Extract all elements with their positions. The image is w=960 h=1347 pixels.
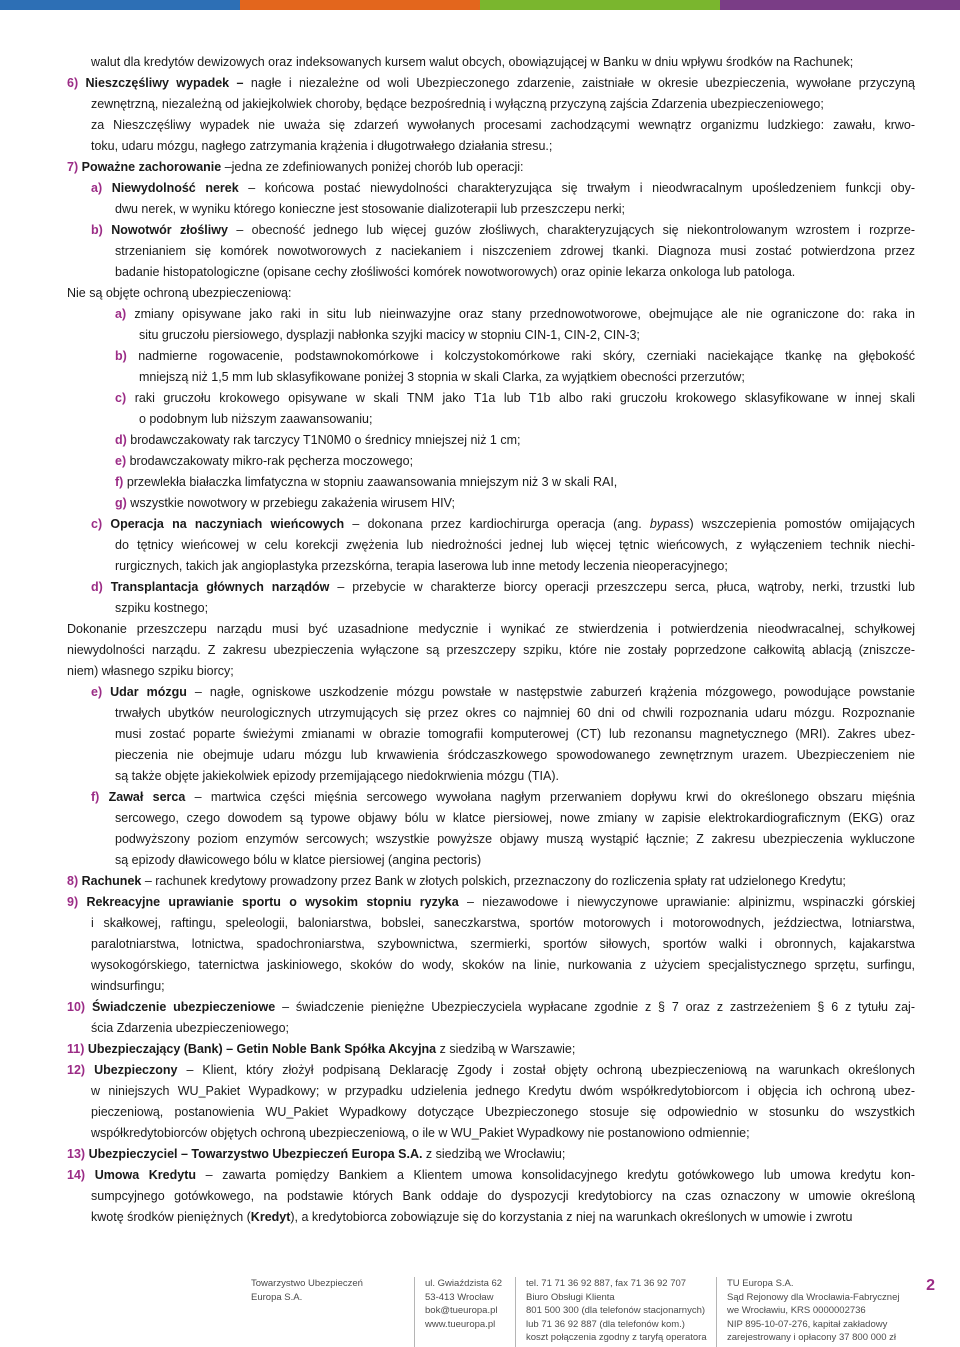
footer-line: Europa S.A.: [251, 1291, 303, 1303]
text: raki gruczołu krokowego opisywane w skali TNM jako T1a lub T1b albo raki gruczołu krokowego sklasyfikowane w innej skali: [134, 391, 915, 405]
text-line: [67, 1123, 915, 1144]
exclusion-item: [67, 451, 915, 472]
footer-separator: [515, 1277, 516, 1347]
footer-company: [251, 1277, 363, 1304]
text: ) wszczepienia pomostów omijających: [689, 517, 915, 531]
text: mniejszą niż 1,5 mm lub sklasyfikowane poniżej 3 stopnia w skali Clarka, za wyjątkiem obecności przerzutów;: [139, 370, 745, 384]
text-line: [67, 661, 915, 682]
text: przewlekła białaczka limfatyczna w stopniu zaawansowania mniejszym niż 3 w skali RAI,: [126, 475, 618, 489]
footer-line: Biuro Obsługi Klienta: [526, 1291, 615, 1303]
text: nagłe i niezależne od woli Ubezpieczonego zdarzenie, zaistniałe w okresie ubezpieczenia, wywołane przyczyną: [243, 76, 915, 90]
top-color-bar: [0, 0, 960, 10]
definition-item: [67, 997, 915, 1018]
text: rurgicznych, takich jak angioplastyka przezskórna, terapia laserowa lub inne metody leczenia nieoperacyjnego;: [115, 559, 728, 573]
text-line: [67, 241, 915, 262]
text: brodawczakowaty mikro-rak pęcherza moczowego;: [129, 454, 414, 468]
color-bar-blue: [0, 0, 240, 10]
text-line: [67, 283, 915, 304]
text: niem) własnego szpiku biorcy;: [67, 664, 234, 678]
text: strzenianiem się komórek nowotworowych z naciekaniem i niszczeniem zdrowej tkanki. Diagnoza musi zostać potwierdzona przez: [115, 244, 915, 258]
text: Dokonanie przeszczepu narządu musi być uzasadnione medycznie i wynikać ze stwierdzenia i potwierdzenia nieodwracalnej, schyłkowej: [67, 622, 915, 636]
text: są także objęte jakiekolwiek epizody przemijającego niedokrwienia mózgu (TIA).: [115, 769, 559, 783]
exclusion-item: [67, 472, 915, 493]
item-number: 13): [67, 1147, 86, 1161]
text: dwu nerek, w wyniku którego konieczne jest stosowanie dializoterapii lub przeszczepu nerki;: [115, 202, 625, 216]
text: nadmierne rogowacenie, podstawnokomórkowe i kolczystokomórkowe raki skóry, czerniaki naciekające tkankę na głębokość: [138, 349, 915, 363]
term: Niewydolność nerek: [111, 181, 239, 195]
text: ), a kredytobiorca zobowiązuje się do korzystania z niej na warunkach określonych w umowie i zwrotu: [290, 1210, 853, 1224]
text: – zawarta pomiędzy Bankiem a Klientem umowa konsolidacyjnego kredytu gotówkowego lub umowa kredytu kon-: [196, 1168, 916, 1182]
footer-line: Sąd Rejonowy dla Wrocławia-Fabrycznej: [727, 1291, 900, 1303]
item-letter: e): [115, 454, 127, 468]
footer-line: 801 500 300 (dla telefonów stacjonarnych): [526, 1305, 706, 1316]
text-line: [67, 934, 915, 955]
text: – dokonana przez kardiochirurga operacja (ang.: [344, 517, 650, 531]
item-number: 6): [67, 76, 79, 90]
footer-line: ul. Gwiaździsta 62: [425, 1278, 503, 1289]
term: Ubezpieczony: [94, 1063, 178, 1077]
term: Kredyt: [250, 1210, 291, 1224]
text: zewnętrzną, niezależną od jakiejkolwiek choroby, będące bezpośrednią i wyłączną przyczyną zajścia Zdarzenia ubezpieczeniowego;: [91, 97, 824, 111]
text: podwyższony poziom enzymów sercowych; wszystkie powyższe objawy muszą wystąpić łącznie; Z zakresu ubezpieczenia wykluczone: [115, 832, 915, 846]
text: paralotniarstwa, lotnictwa, spadochroniarstwa, szybownictwa, szermierki, sportów siłowych, sportów walki i obronnych, kajakarstwa: [91, 937, 915, 951]
text-line: [67, 619, 915, 640]
text: badanie histopatologiczne (opisane cechy złośliwości komórek nowotworowych) oraz opinie lekarza onkologa lub patologa.: [115, 265, 796, 279]
item-letter: b): [115, 349, 127, 363]
text: ścia Zdarzenia ubezpieczeniowego;: [91, 1021, 290, 1035]
text-line: [67, 94, 915, 115]
text: brodawczakowaty rak tarczycy T1N0M0 o średnicy mniejszej niż 1 cm;: [130, 433, 521, 447]
footer-website: www.tueuropa.pl: [425, 1318, 496, 1330]
term: Ubezpieczyciel – Towarzystwo Ubezpieczeń Europa S.A.: [88, 1147, 423, 1161]
exclusion-item: [67, 388, 915, 409]
item-letter: a): [115, 307, 127, 321]
text: – nagłe, ogniskowe uszkodzenie mózgu powstałe w następstwie zaburzeń krążenia mózgowego, powodujące powstanie: [186, 685, 915, 699]
text-line: [67, 640, 915, 661]
color-bar-orange: [240, 0, 480, 10]
exclusion-item: [67, 346, 915, 367]
text-line: [67, 703, 915, 724]
text: Nie są objęte ochroną ubezpieczeniową:: [67, 286, 292, 300]
document-body: [67, 52, 915, 1228]
text: –jedna ze zdefiniowanych poniżej chorób lub operacji:: [221, 160, 524, 174]
sub-item: [67, 682, 915, 703]
text-line: [67, 598, 915, 619]
text: windsurfingu;: [91, 979, 165, 993]
text: niewydolności narządu. Z zakresu ubezpieczenia wyłączone są przeszczepy szpiku, które nie zostały poprzedzone całkowitą ablacją (zniszcze-: [67, 643, 915, 657]
text: wszystkie nowotwory w przebiegu zakażenia wirusem HIV;: [130, 496, 455, 510]
term: Świadczenie ubezpieczeniowe: [91, 1000, 276, 1014]
exclusion-item: [67, 304, 915, 325]
text: musi zostać poparte świeżymi zmianami w obrazie tomografii komputerowej (CT) lub rezonansu magnetycznego (MRI). Zakres ubez-: [115, 727, 915, 741]
text-line: [67, 829, 915, 850]
definition-item: [67, 1039, 915, 1060]
footer-email: bok@tueuropa.pl: [425, 1305, 498, 1316]
item-letter: c): [91, 517, 103, 531]
item-number: 10): [67, 1000, 86, 1014]
text: o podobnym lub niższym zaawansowaniu;: [139, 412, 373, 426]
definition-item: [67, 892, 915, 913]
text: zmiany opisywane jako raki in situ lub nieinwazyjne oraz stany przednowotworowe, obejmujące ale nie ograniczone do: raka in: [134, 307, 915, 321]
definition-item: [67, 73, 915, 94]
definition-item: [67, 871, 915, 892]
color-bar-purple: [720, 0, 960, 10]
text: – obecność jednego lub więcej guzów złośliwych, charakteryzujących się niekontrolowanym wzrostem i rozprze-: [227, 223, 915, 237]
sub-item: [67, 220, 915, 241]
text-line: [67, 556, 915, 577]
footer-line: 53-413 Wrocław: [425, 1291, 494, 1303]
text: – Klient, który złożył podpisaną Deklarację Zgody i został objęty ochroną ubezpieczeniową na warunkach określonych: [177, 1063, 915, 1077]
text: są epizody dławicowego bólu w klatce piersiowej (angina pectoris): [115, 853, 482, 867]
text: sercowego, czego dowodem są typowe objawy bólu w klatce piersiowej, nowe zmiany w zapisie elektrokardiograficznym (EKG) oraz: [115, 811, 915, 825]
text: toku, udaru mózgu, nagłego zatrzymania krążenia i długotrwałego działania stresu.;: [91, 139, 553, 153]
footer-line: zarejestrowany i opłacony 37 800 000 zł: [727, 1332, 896, 1343]
definition-item: [67, 1060, 915, 1081]
text-line: [67, 766, 915, 787]
text-line: [67, 1102, 915, 1123]
footer-line: koszt połączenia zgodny z taryfą operatora: [526, 1332, 707, 1343]
text-line: [67, 1186, 915, 1207]
item-letter: d): [115, 433, 127, 447]
text: walut dla kredytów dewizowych oraz indeksowanych kursem walut obcych, obowiązującej w Banku w dniu wpływu środków na Rachunek;: [91, 55, 854, 69]
item-number: 9): [67, 895, 79, 909]
sub-item: [67, 577, 915, 598]
text: – końcowa postać niewydolności charakteryzująca się trwałym i nieodwracalnym upośledzeniem funkcji oby-: [238, 181, 915, 195]
text-line: [67, 808, 915, 829]
item-letter: d): [91, 580, 103, 594]
sub-item: [67, 178, 915, 199]
text-line: [67, 1018, 915, 1039]
term: Nieszczęśliwy wypadek –: [85, 76, 244, 90]
text-line: [67, 325, 915, 346]
text-line: [67, 1081, 915, 1102]
text: wysokogórskiego, taternictwa jaskiniowego, skoków do wody, skoków na linie, nurkowania z użyciem specjalistycznego sprzętu, surfingu,: [91, 958, 915, 972]
text: situ gruczołu piersiowego, dysplazji nabłonka szyjki macicy w stopniu CIN-1, CIN-2, CIN-3;: [139, 328, 640, 342]
text-line: [67, 136, 915, 157]
text: i skałkowej, raftingu, speleologii, baloniarstwa, bobslei, saneczkarstwa, sportów motorowych i motorowodnych, jeździectwa, lotniarstwa,: [91, 916, 915, 930]
text: współkredytobiorców objętych ochroną ubezpieczeniową, o ile w WU_Pakiet Wypadkowy nie postanowiono odmiennie;: [91, 1126, 750, 1140]
item-number: 12): [67, 1063, 86, 1077]
text-line: [67, 535, 915, 556]
text: do tętnicy wieńcowej w celu korekcji zwężenia lub niedrożności jednej lub więcej tętnic wieńcowych, z wyłączeniem technik niechi-: [115, 538, 915, 552]
item-number: 14): [67, 1168, 86, 1182]
text: – rachunek kredytowy prowadzony przez Bank w złotych polskich, przeznaczony do rozliczenia spłaty rat udzielonego Kredytu;: [141, 874, 846, 888]
text-line: [67, 262, 915, 283]
text-line: [67, 199, 915, 220]
text-line: [67, 724, 915, 745]
text: szpiku kostnego;: [115, 601, 209, 615]
footer-contact: [526, 1277, 707, 1345]
footer-line: we Wrocławiu, KRS 0000002736: [727, 1305, 866, 1316]
text: – niezawodowe i niewyczynowe uprawianie: alpinizmu, wspinaczki górskiej: [458, 895, 915, 909]
item-letter: a): [91, 181, 103, 195]
item-letter: e): [91, 685, 103, 699]
page-number: 2: [926, 1277, 935, 1294]
footer-line: Towarzystwo Ubezpieczeń: [251, 1278, 363, 1289]
item-number: 8): [67, 874, 79, 888]
text-line: [67, 1207, 915, 1228]
footer-address: [425, 1277, 502, 1331]
text-line: [67, 115, 915, 136]
definition-item: [67, 1144, 915, 1165]
text: w niniejszych WU_Pakiet Wypadkowy; w przypadku udzielenia jednego Kredytu dwóm współkredytobiorcom i objęcia ich ochroną ubez-: [91, 1084, 915, 1098]
footer-line: lub 71 36 92 887 (dla telefonów kom.): [526, 1318, 685, 1330]
item-number: 7): [67, 160, 79, 174]
footer-registration: [727, 1277, 899, 1345]
text: – świadczenie pieniężne Ubezpieczyciela wypłacane zgodnie z § 7 oraz z zastrzeżeniem § 6 z tytułu zaj-: [275, 1000, 915, 1014]
item-letter: b): [91, 223, 103, 237]
text: z siedzibą we Wrocławiu;: [422, 1147, 566, 1161]
text-italic: bypass: [649, 517, 690, 531]
term: Umowa Kredytu: [94, 1168, 197, 1182]
definition-item: [67, 1165, 915, 1186]
footer-line: TU Europa S.A.: [727, 1278, 794, 1289]
text-line: [67, 745, 915, 766]
definition-item: [67, 157, 915, 178]
item-letter: f): [91, 790, 100, 804]
term: Rekreacyjne uprawianie sportu o wysokim stopniu ryzyka: [86, 895, 459, 909]
item-number: 11): [67, 1042, 85, 1056]
term: Poważne zachorowanie: [81, 160, 222, 174]
text: sumpcyjnego gotówkowego, na podstawie których Bank oddaje do dyspozycji kredytobiorcy na czas oznaczony w umowie określoną: [91, 1189, 915, 1203]
text-line: [67, 976, 915, 997]
text: z siedzibą w Warszawie;: [436, 1042, 576, 1056]
item-letter: f): [115, 475, 124, 489]
text: pieczeniową, postanowienia WU_Pakiet Wypadkowy dotyczące Ubezpieczonego stosuje się odpowiednio w stosunku do wszystkich: [91, 1105, 915, 1119]
text: za Nieszczęśliwy wypadek nie uważa się zdarzeń wywołanych procesami zachodzącymi wewnątrz organizmu ludzkiego: zawału, krwo-: [91, 118, 915, 132]
text: – martwica części mięśnia sercowego wywołana nagłym przerwaniem dopływu krwi do określonego obszaru mięśnia: [185, 790, 915, 804]
text: kwotę środków pieniężnych (: [91, 1210, 251, 1224]
exclusion-item: [67, 493, 915, 514]
text: – przebycie w charakterze biorcy operacji przeszczepu serca, płuca, wątroby, nerki, trzustki lub: [329, 580, 915, 594]
text: trwałych ubytków neurologicznych utrzymujących się przez okres co najmniej 60 dni od chwili rozpoznania udaru mózgu. Rozpoznanie: [115, 706, 915, 720]
text-line: [67, 913, 915, 934]
text: pieczenia nie obejmuje udaru mózgu lub krwawienia śródczaszkowego spowodowanego zewnętrznym urazem. Ubezpieczeniem nie: [115, 748, 915, 762]
text-line: [67, 52, 915, 73]
term: Operacja na naczyniach wieńcowych: [110, 517, 345, 531]
text-line: [67, 955, 915, 976]
footer-line: tel. 71 71 36 92 887, fax 71 36 92 707: [526, 1278, 687, 1289]
color-bar-green: [480, 0, 720, 10]
term: Zawał serca: [108, 790, 186, 804]
text-line: [67, 409, 915, 430]
exclusion-item: [67, 430, 915, 451]
term: Rachunek: [81, 874, 142, 888]
footer-separator: [716, 1277, 717, 1347]
item-letter: g): [115, 496, 127, 510]
text-line: [67, 367, 915, 388]
sub-item: [67, 787, 915, 808]
sub-item: [67, 514, 915, 535]
term: Transplantacja głównych narządów: [110, 580, 330, 594]
item-letter: c): [115, 391, 127, 405]
term: Nowotwór złośliwy: [111, 223, 228, 237]
term: Udar mózgu: [110, 685, 187, 699]
text-line: [67, 850, 915, 871]
footer-line: NIP 895-10-07-276, kapitał zakładowy: [727, 1318, 888, 1330]
footer-separator: [414, 1277, 415, 1347]
term: Ubezpieczający (Bank) – Getin Noble Bank Spółka Akcyjna: [87, 1042, 437, 1056]
